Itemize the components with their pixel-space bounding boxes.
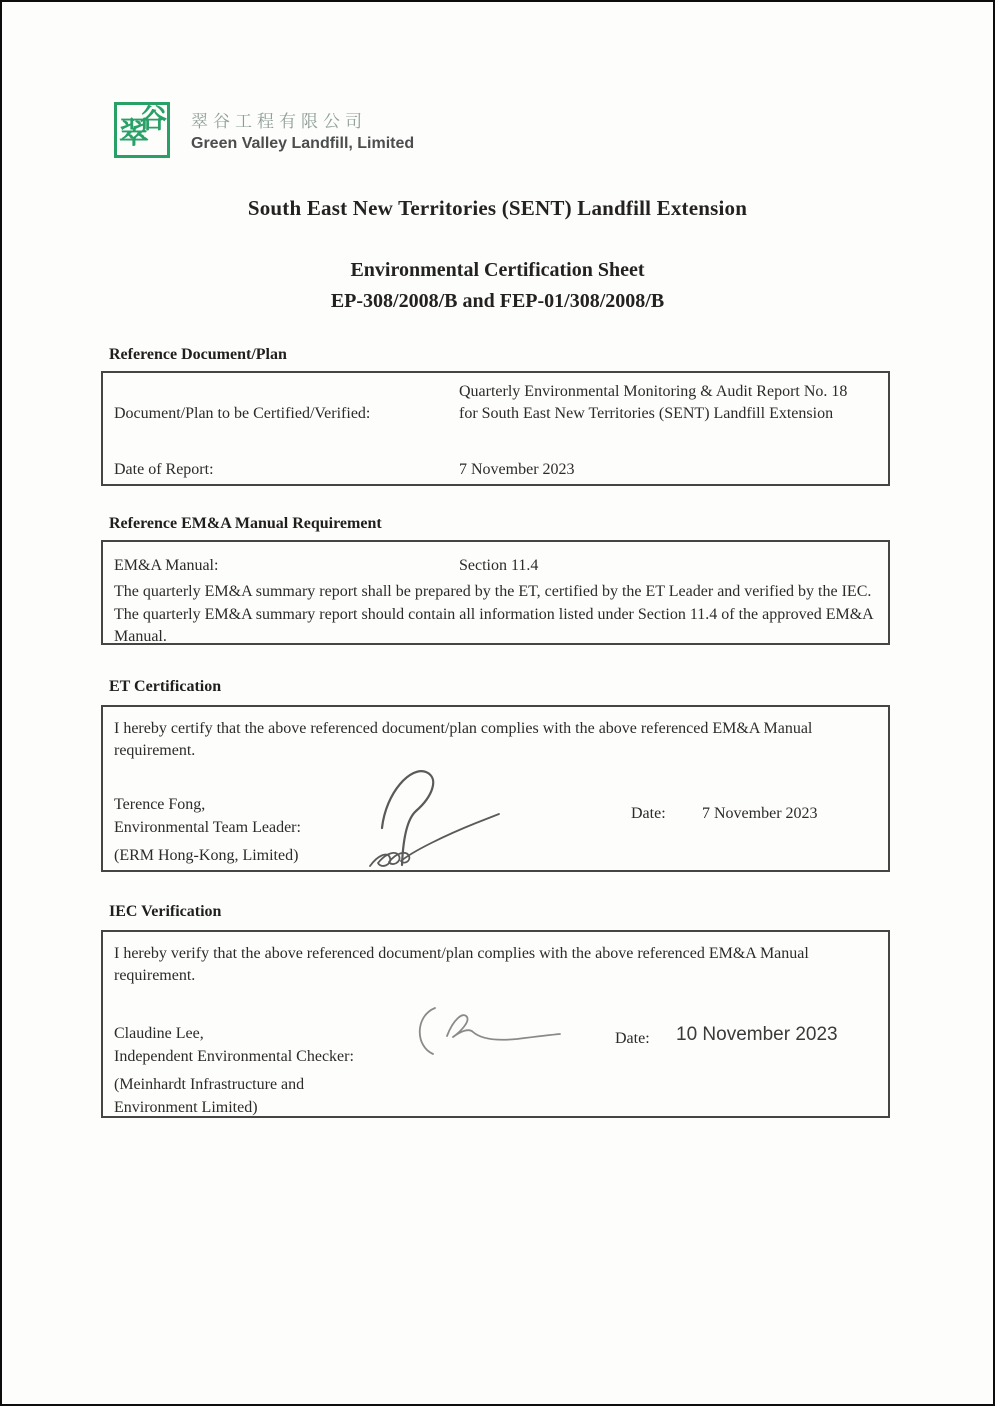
table-row-value-document-plan: Quarterly Environmental Monitoring & Audit Report No. 18 for South East New Territories (SENT) Landfill Extension [459, 383, 848, 422]
et-signature [361, 762, 511, 872]
et-date-value: 7 November 2023 [702, 805, 818, 822]
et-date-label: Date: [631, 805, 666, 822]
logo-character-2: 谷 [140, 104, 167, 135]
iec-signature [397, 1002, 572, 1064]
et-signatory-title: Environmental Team Leader: [114, 819, 301, 836]
company-name-english: Green Valley Landfill, Limited [191, 135, 415, 152]
iec-date-label: Date: [615, 1030, 650, 1047]
iec-signatory-organisation: (Meinhardt Infrastructure and Environment Limited) [114, 1076, 305, 1116]
logo-character-1: 翠 [119, 116, 149, 151]
manual-label: EM&A Manual: [114, 557, 219, 574]
section-heading-manual-requirement: Reference EM&A Manual Requirement [109, 515, 382, 532]
permit-numbers: EP-308/2008/B and FEP-01/308/2008/B [330, 290, 665, 312]
manual-requirement-note: The quarterly EM&A summary report shall be prepared by the ET, certified by the ET Leader and verified by the IEC. The quarterly EM&A summary report should contain all information listed under Section 11.4 of the approved EM&A Manual. [114, 583, 873, 645]
section-heading-reference-document: Reference Document/Plan [109, 346, 287, 363]
green-valley-logo-icon [114, 102, 170, 158]
reference-document-table [101, 371, 890, 486]
table-row-label-date-of-report: Date of Report: [114, 461, 214, 478]
section-heading-et-certification: ET Certification [109, 678, 222, 695]
company-name-block [191, 102, 414, 153]
iec-verification-box [101, 930, 890, 1118]
iec-signatory-block [114, 1022, 414, 1119]
et-signatory-organisation: (ERM Hong-Kong, Limited) [114, 847, 299, 864]
company-logo-block [114, 102, 414, 158]
company-name-chinese: 翠谷工程有限公司 [191, 112, 367, 132]
et-certification-box [101, 705, 890, 872]
project-title: South East New Territories (SENT) Landfill Extension [247, 196, 748, 220]
iec-signatory-name: Claudine Lee, [114, 1025, 204, 1042]
section-heading-iec-verification: IEC Verification [109, 903, 222, 920]
iec-signatory-title: Independent Environmental Checker: [114, 1048, 354, 1065]
table-row-value-date-of-report: 7 November 2023 [459, 461, 575, 478]
manual-section-value: Section 11.4 [459, 557, 539, 574]
table-row-label-document-plan: Document/Plan to be Certified/Verified: [114, 405, 371, 422]
et-certification-statement: I hereby certify that the above referenced document/plan complies with the above referenced EM&A Manual requirement. [114, 720, 813, 759]
et-signatory-name: Terence Fong, [114, 796, 206, 813]
manual-requirement-table [101, 540, 890, 645]
iec-date-value: 10 November 2023 [676, 1024, 838, 1045]
document-title: Environmental Certification Sheet [350, 259, 645, 281]
iec-verification-statement: I hereby verify that the above referenced document/plan complies with the above referenced EM&A Manual requirement. [114, 945, 809, 984]
